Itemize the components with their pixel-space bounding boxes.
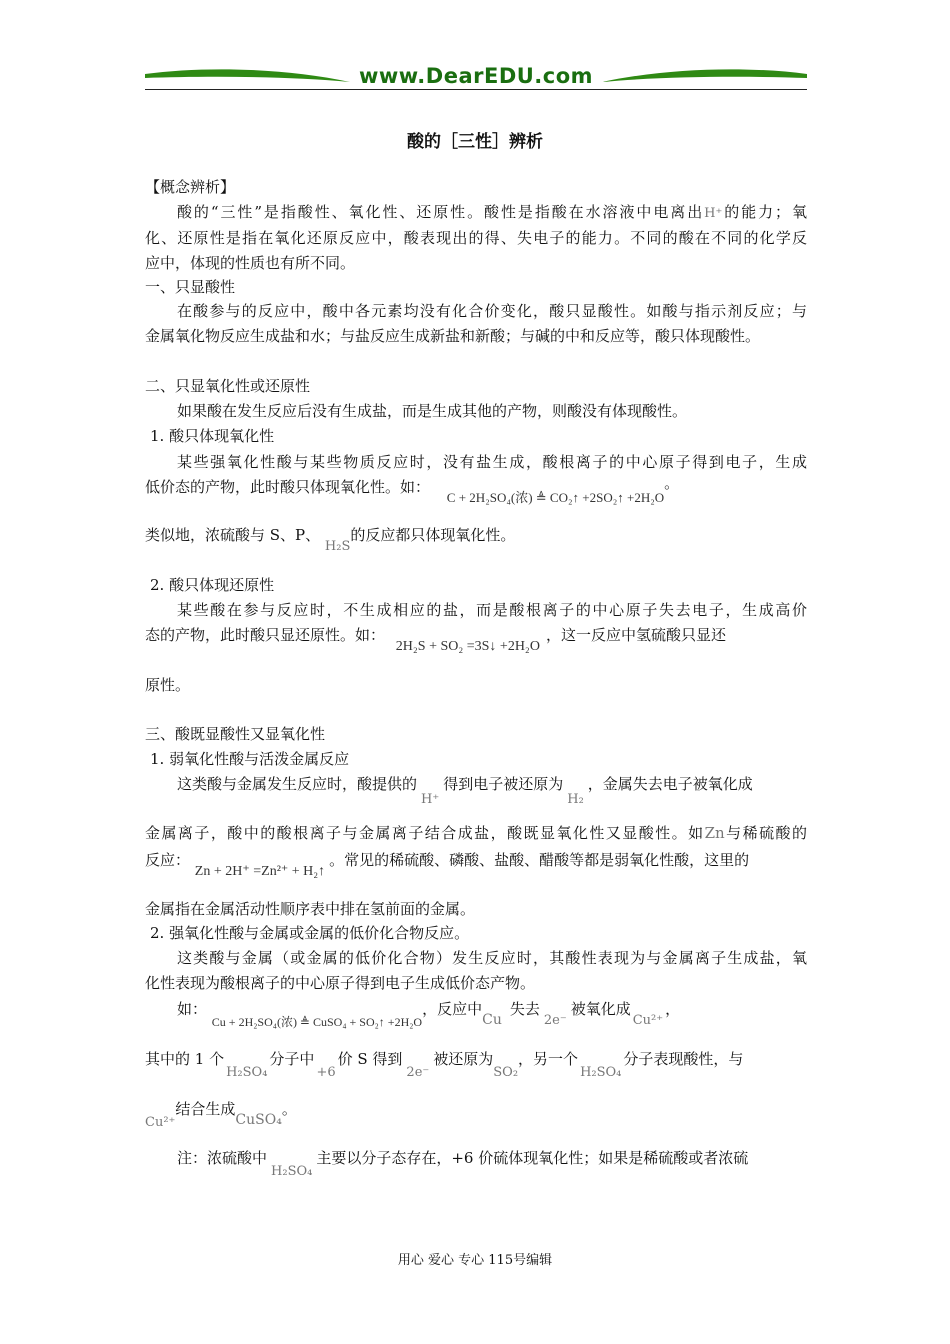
s2-sub2-line-1: 某些酸在参与反应时，不生成相应的盐，而是酸根离子的中心原子失去电子，生成高价 — [177, 601, 807, 619]
section-2-heading: 二、只显氧化性或还原性 — [145, 377, 311, 395]
note-line: 注：浓硫酸中H₂SO₄主要以分子态存在，+6 价硫体现氧化性；如果是稀硫酸或者浓硫 — [177, 1149, 749, 1179]
page-title: 酸的［三性］辨析 — [407, 132, 543, 152]
site-logo: www.DearEDU.com — [358, 64, 594, 88]
intro-line-2: 化、还原性是指在氧化还原反应中，酸表现出的得、失电子的能力。不同的酸在不同的化学反 — [145, 229, 807, 247]
s2-sub2-heading: 2. 酸只体现还原性 — [150, 576, 275, 594]
s2-sub1-line-1: 某些强氧化性酸与某些物质反应时，没有盐生成，酸根离子的中心原子得到电子，生成 — [177, 453, 807, 471]
intro-line-1: 酸的“三性”是指酸性、氧化性、还原性。酸性是指酸在水溶液中电离出H⁺的能力；氧 — [177, 203, 807, 221]
s3-sub1-line-3: 反应： Zn + 2H⁺ =Zn²⁺ + H₂↑。常见的稀硫酸、磷酸、盐酸、醋酸等都是弱氧化性酸，这里的 — [145, 851, 750, 879]
equation-2: 2H₂S + SO₂ =3S↓ +2H₂O — [395, 639, 540, 654]
equation-1: C + 2H₂SO₄(浓) ≜ CO₂↑ +2SO₂↑ +2H₂O — [446, 490, 665, 505]
s1-line-1: 在酸参与的反应中，酸中各元素均没有化合价变化，酸只显酸性。如酸与指示剂反应；与 — [177, 302, 807, 320]
s3-sub2-line-3: 如： $_{Cu + 2H_2SO_4(浓) ≜ CuSO_4 + SO_2↑ +2H_2O}$，反应中Cu失去2e⁻被氧化成Cu²⁺， — [177, 1000, 681, 1029]
s2-sub2-line-2: 态的产物，此时酸只显还原性。如： 2H₂S + SO₂ =3S↓ +2H₂O，这一反应中氢硫酸只显还 — [145, 626, 726, 654]
equation-4: Cu + 2H₂SO₄(浓) ≜ CuSO₄ + SO₂↑ +2H₂O — [211, 1015, 423, 1029]
header-rule — [145, 89, 807, 90]
s3-sub2-line-2: 化性表现为酸根离子的中心原子得到电子生成低价态产物。 — [145, 974, 536, 992]
section-1-heading: 一、只显酸性 — [145, 278, 236, 296]
s1-line-2: 金属氧化物反应生成盐和水；与盐反应生成新盐和新酸；与碱的中和反应等，酸只体现酸性。 — [145, 327, 761, 345]
s3-sub1-line-1: 这类酸与金属发生反应时，酸提供的H⁺得到电子被还原为H₂，金属失去电子被氧化成 — [177, 775, 753, 807]
s2-sub1-line-2: 低价态的产物，此时酸只体现氧化性。如： C + 2H₂SO₄(浓) ≜ CO₂↑ +2SO₂↑ +2H₂O。 — [145, 474, 680, 505]
s3-sub2-line-4: 其中的 1 个H₂SO₄分子中+6价 S 得到2e⁻被还原为SO₂，另一个H₂SO₄分子表现酸性，与 — [145, 1050, 744, 1080]
s2-sub1-heading: 1. 酸只体现氧化性 — [150, 427, 275, 445]
s3-sub2-heading: 2. 强氧化性酸与金属或金属的低价化合物反应。 — [150, 924, 470, 942]
s2-intro: 如果酸在发生反应后没有生成盐，而是生成其他的产物，则酸没有体现酸性。 — [177, 402, 688, 420]
s2-sub2-line-3: 原性。 — [145, 676, 191, 694]
equation-3: Zn + 2H⁺ =Zn²⁺ + H₂↑ — [194, 864, 326, 879]
s3-sub1-line-2: 金属离子，酸中的酸根离子与金属离子结合成盐，酸既显氧化性又显酸性。如Zn与稀硫酸的 — [145, 824, 807, 842]
section-3-heading: 三、酸既显酸性又显氧化性 — [145, 725, 326, 743]
s2-sub1-line-3: 类似地，浓硫酸与 S、P、 H₂S的反应都只体现氧化性。 — [145, 526, 516, 554]
intro-line-3: 应中，体现的性质也有所不同。 — [145, 254, 356, 272]
s3-sub2-line-5: Cu²⁺结合生成CuSO₄。 — [145, 1100, 297, 1130]
s3-sub1-line-4: 金属指在金属活动性顺序表中排在氢前面的金属。 — [145, 900, 476, 918]
s3-sub1-heading: 1. 弱氧化性酸与活泼金属反应 — [150, 750, 350, 768]
right-swoosh-icon — [602, 62, 807, 92]
page-footer: 用心 爱心 专心 115号编辑 — [397, 1253, 553, 1268]
concept-label: 【概念辨析】 — [145, 178, 236, 196]
s3-sub2-line-1: 这类酸与金属（或金属的低价化合物）发生反应时，其酸性表现为与金属离子生成盐，氧 — [177, 949, 807, 967]
page-header — [145, 62, 807, 94]
